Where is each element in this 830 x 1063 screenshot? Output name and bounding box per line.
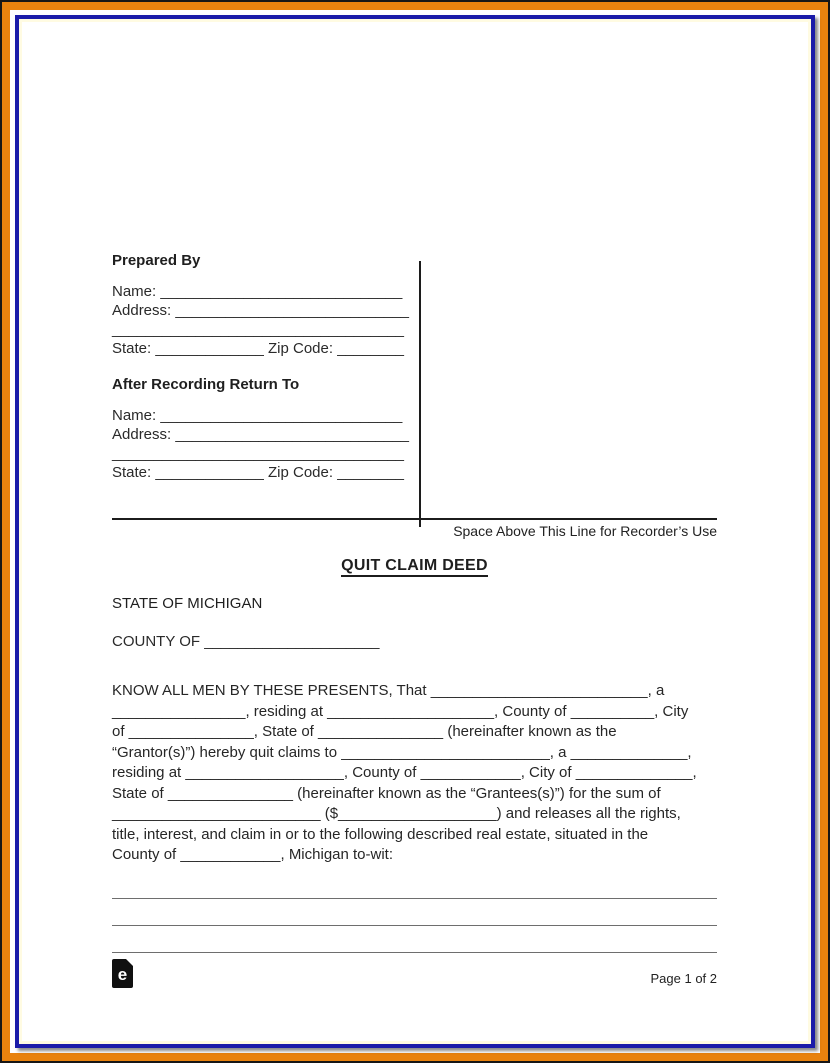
recorder-vertical-divider: [419, 261, 421, 527]
state-blank: _____________: [155, 464, 264, 481]
document-content: [22, 22, 808, 988]
eforms-logo-letter: e: [117, 965, 128, 984]
prepared-by-state-zip-field: [112, 339, 424, 358]
name-blank: _____________________________: [160, 283, 403, 300]
state-label: State:: [112, 464, 152, 481]
description-blank-lines: [112, 872, 717, 953]
description-blank-line: [112, 899, 717, 926]
deed-body-line: title, interest, and claim in or to the following described real estate, situated in the: [112, 825, 649, 843]
county-blank: _____________________: [204, 633, 380, 650]
state-blank: _____________: [155, 340, 264, 357]
frame-gap: [10, 10, 820, 1053]
deed-body-line: residing at ___________________, County of ____________, City of ______________,: [112, 764, 697, 781]
document-page-inner: [19, 19, 811, 1044]
return-to-block: [112, 376, 424, 482]
name-label: Name:: [112, 407, 157, 424]
state-of-michigan-line: STATE OF MICHIGAN: [112, 595, 263, 612]
orange-frame: [2, 2, 828, 1061]
county-of-line: [112, 633, 717, 651]
address-blank: ____________________________: [175, 426, 409, 443]
deed-title: [112, 555, 717, 576]
zip-blank: ________: [337, 340, 404, 357]
return-to-address-field: [112, 425, 424, 444]
county-label: COUNTY OF: [112, 633, 201, 650]
prepared-by-name-field: [112, 282, 424, 301]
deed-body-line: “Grantor(s)”) hereby quit claims to _________________________, a ______________,: [112, 743, 692, 761]
deed-body-line: KNOW ALL MEN BY THESE PRESENTS, That __________________________, a: [112, 682, 665, 699]
address-blank: ____________________________: [175, 302, 409, 319]
deed-body-line: of _______________, State of _______________ (hereinafter known as the: [112, 723, 617, 740]
prepared-by-address-overflow: [112, 320, 424, 339]
deed-title-text: QUIT CLAIM DEED: [341, 557, 488, 577]
recorder-section: [112, 252, 717, 520]
zip-label: Zip Code:: [268, 340, 334, 357]
deed-body-line: _________________________ ($___________________) and releases all the rights,: [112, 805, 681, 822]
return-to-address-overflow: [112, 444, 424, 463]
name-label: Name:: [112, 283, 157, 300]
description-blank-line: [112, 926, 717, 953]
page-footer: [112, 959, 717, 988]
page-number: Page 1 of 2: [650, 970, 717, 986]
overflow-blank: ___________________________________: [112, 445, 404, 462]
address-label: Address:: [112, 426, 172, 443]
overflow-blank: ___________________________________: [112, 321, 404, 338]
return-to-name-field: [112, 406, 424, 425]
deed-body-line: State of _______________ (hereinafter known as the “Grantees(s)”) for the sum of: [112, 784, 661, 802]
address-label: Address:: [112, 302, 172, 319]
name-blank: _____________________________: [160, 407, 403, 424]
page-fold-icon: [126, 959, 133, 966]
recorder-space-note: Space Above This Line for Recorder’s Use: [453, 523, 717, 539]
document-page: [15, 15, 815, 1048]
zip-blank: ________: [337, 464, 404, 481]
prepared-by-address-field: [112, 301, 424, 320]
deed-body-line: ________________, residing at ____________________, County of __________, City: [112, 702, 689, 720]
zip-label: Zip Code:: [268, 464, 334, 481]
prepared-by-block: [112, 252, 424, 482]
prepared-by-title: Prepared By: [112, 252, 201, 269]
return-to-state-zip-field: [112, 463, 424, 482]
deed-body-line: County of ____________, Michigan to-wit:: [112, 846, 394, 863]
state-label: State:: [112, 340, 152, 357]
return-to-title: After Recording Return To: [112, 376, 300, 393]
description-blank-line: [112, 872, 717, 899]
eforms-logo-icon: [112, 959, 133, 988]
deed-body-paragraph: [112, 681, 717, 866]
